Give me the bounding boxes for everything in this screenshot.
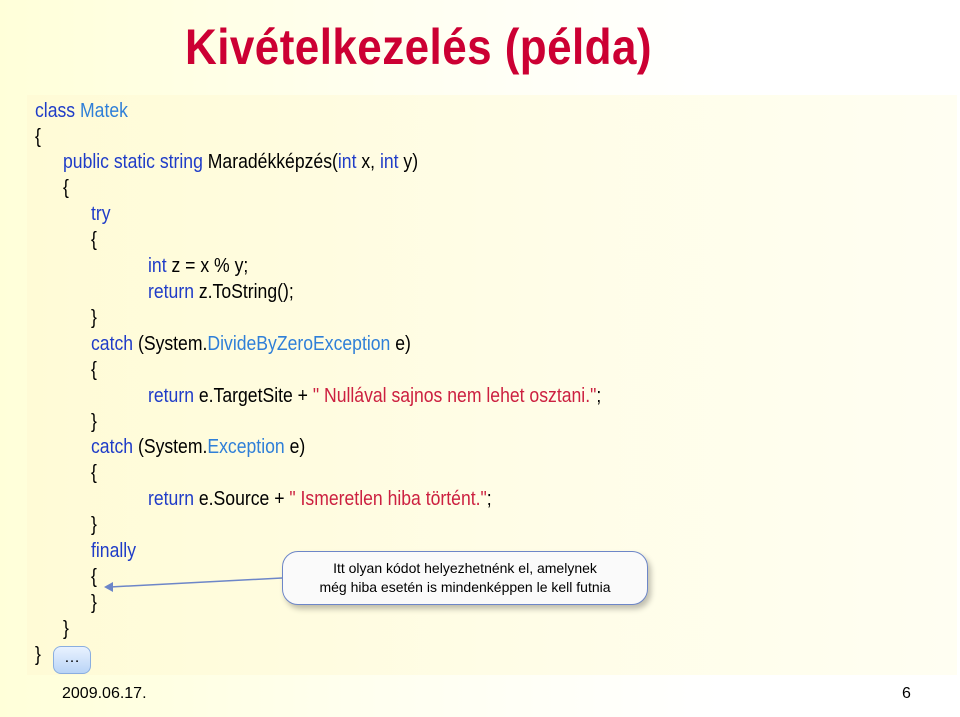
code-line-int [148,254,248,278]
code-text: (System. [133,436,208,458]
code-text: (System. [133,333,208,355]
code-line-return [148,280,294,304]
code-text: x, [356,151,380,173]
keyword: int [148,255,167,277]
callout-note [282,551,648,605]
code-line-catch [91,435,305,459]
keyword: catch [91,436,134,458]
code-line-class [35,99,128,123]
callout-line-2: még hiba esetén is mindenképpen le kell futnia [319,579,611,595]
code-line-brace: { [63,177,69,199]
code-line-return [148,487,492,511]
type-name: Exception [207,436,285,458]
code-text: z.ToString(); [193,281,294,303]
page-number: 6 [902,685,911,702]
keyword: return [148,281,194,303]
code-text: y) [398,151,419,173]
keyword: return [148,488,194,510]
type-name: DivideByZeroException [207,333,391,355]
code-line-brace: } [91,411,97,433]
keyword: class [35,100,80,122]
footer-date: 2009.06.17. [62,685,147,702]
code-line-return [148,384,601,408]
keyword: catch [91,333,134,355]
code-text: e.TargetSite + [193,385,313,407]
method-name: Maradékképzés( [207,151,338,173]
code-line-brace: { [91,462,97,484]
code-line-brace: } [91,514,97,536]
code-line-brace: } [91,307,97,329]
code-line-finally: finally [91,540,137,562]
code-text: e) [390,333,411,355]
string-literal: " Ismeretlen hiba történt." [289,488,487,510]
code-text: ; [596,385,602,407]
callout-line-1: Itt olyan kódot helyezhetnénk el, amelynek [333,560,597,576]
code-text: e.Source + [193,488,290,510]
code-line-brace: } [91,592,97,614]
slide-title: Kivételkezelés (példa) [185,19,653,75]
code-text: z = x % y; [166,255,249,277]
code-line-brace: } [35,644,41,666]
ellipsis-button[interactable]: … [53,646,91,674]
code-text: ; [486,488,492,510]
code-line-try: try [91,203,111,225]
code-line-method [63,150,418,174]
keyword: public static string [63,151,208,173]
code-line-brace: { [91,566,97,588]
string-literal: " Nullával sajnos nem lehet osztani." [312,385,597,407]
code-line-brace: { [91,359,97,381]
keyword: int [379,151,399,173]
keyword: int [337,151,357,173]
code-line-brace: } [63,618,69,640]
code-line-brace: { [35,126,41,148]
keyword: return [148,385,194,407]
code-line-catch [91,332,411,356]
code-text: e) [284,436,306,458]
code-line-brace: { [91,229,97,251]
class-name: Matek [79,100,128,122]
